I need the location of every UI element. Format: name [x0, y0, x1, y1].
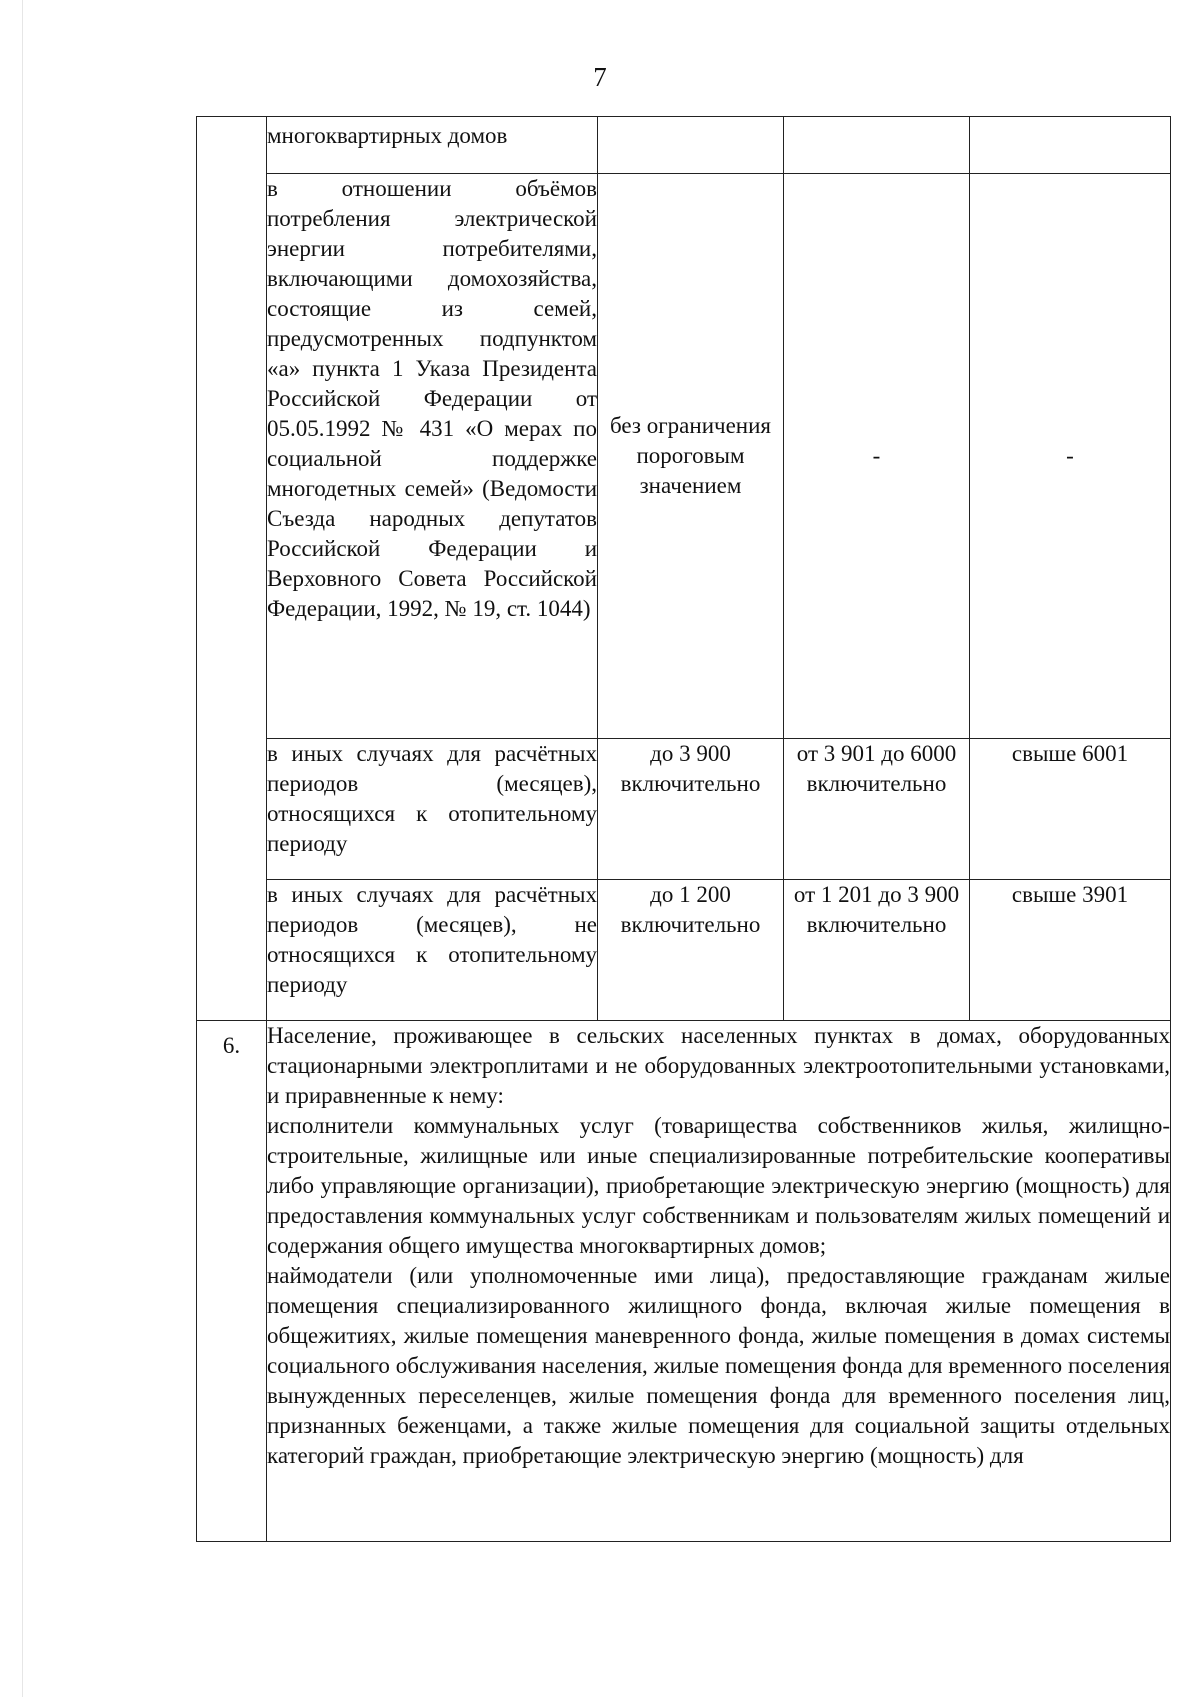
row-description: в иных случаях для расчётных периодов (месяцев), относящихся к отопительному периоду [267, 739, 598, 880]
table-row [197, 174, 1171, 739]
threshold-low-cell [598, 117, 784, 174]
item-6-paragraph-3: наймодатели (или уполномоченные ими лица), предоставляющие гражданам жилые помещения специализированного жилищного фонда, включая жилые помещения в общежитиях, жилые помещения маневренного фонда, жилые помещения в домах системы социального обслуживания населения, жилые помещения фонда для временного поселения вынужденных переселенцев, жилые помещения фонда для временного поселения лиц, признанных беженцами, а также жилые помещения для социальной защиты отдельных категорий граждан, приобретающие электрическую энергию (мощность) для [267, 1263, 1170, 1468]
threshold-mid-cell: от 1 201 до 3 900 включительно [784, 880, 970, 1021]
row-number-cell-empty [197, 117, 267, 1021]
threshold-low-cell: до 3 900 включительно [598, 739, 784, 880]
table-row-item-6 [197, 1021, 1171, 1542]
row-description: в иных случаях для расчётных периодов (месяцев), не относящихся к отопительному периоду [267, 880, 598, 1021]
item-6-paragraph-2: исполнители коммунальных услуг (товарищества собственников жилья, жилищно-строительные, жилищные или иные специализированные потребительские кооперативы либо управляющие организации), приобретающие электрическую энергию (мощность) для предоставления коммунальных услуг собственникам и пользователям жилых помещений и содержания общего имущества многоквартирных домов; [267, 1113, 1170, 1258]
threshold-high-cell: свыше 6001 [970, 739, 1171, 880]
tariff-table [196, 116, 1171, 1542]
threshold-low-cell: без ограничения пороговым значением [598, 174, 784, 739]
threshold-high-cell: свыше 3901 [970, 880, 1171, 1021]
item-number: 6. [197, 1021, 267, 1542]
threshold-high-cell: - [970, 174, 1171, 739]
row-description: в отношении объёмов потребления электрической энергии потребителями, включающими домохозяйства, состоящие из семей, предусмотренных подпунктом «а» пункта 1 Указа Президента Российской Федерации от 05.05.1992 № 431 «О мерах по социальной поддержке многодетных семей» (Ведомости Съезда народных депутатов Российской Федерации и Верховного Совета Российской Федерации, 1992, № 19, ст. 1044) [267, 174, 598, 739]
table-row [197, 880, 1171, 1021]
scan-margin-line [22, 0, 23, 1697]
page-number: 7 [593, 62, 607, 92]
item-6-paragraph-1: Население, проживающее в сельских населенных пунктах в домах, оборудованных стационарными электроплитами и не оборудованных электроотопительными установками, и приравненные к нему: [267, 1023, 1170, 1108]
item-6-text [267, 1021, 1171, 1542]
table-row [197, 739, 1171, 880]
threshold-low-cell: до 1 200 включительно [598, 880, 784, 1021]
row-description: многоквартирных домов [267, 117, 598, 174]
threshold-high-cell [970, 117, 1171, 174]
threshold-mid-cell: от 3 901 до 6000 включительно [784, 739, 970, 880]
table-row [197, 117, 1171, 174]
threshold-mid-cell [784, 117, 970, 174]
threshold-mid-cell: - [784, 174, 970, 739]
